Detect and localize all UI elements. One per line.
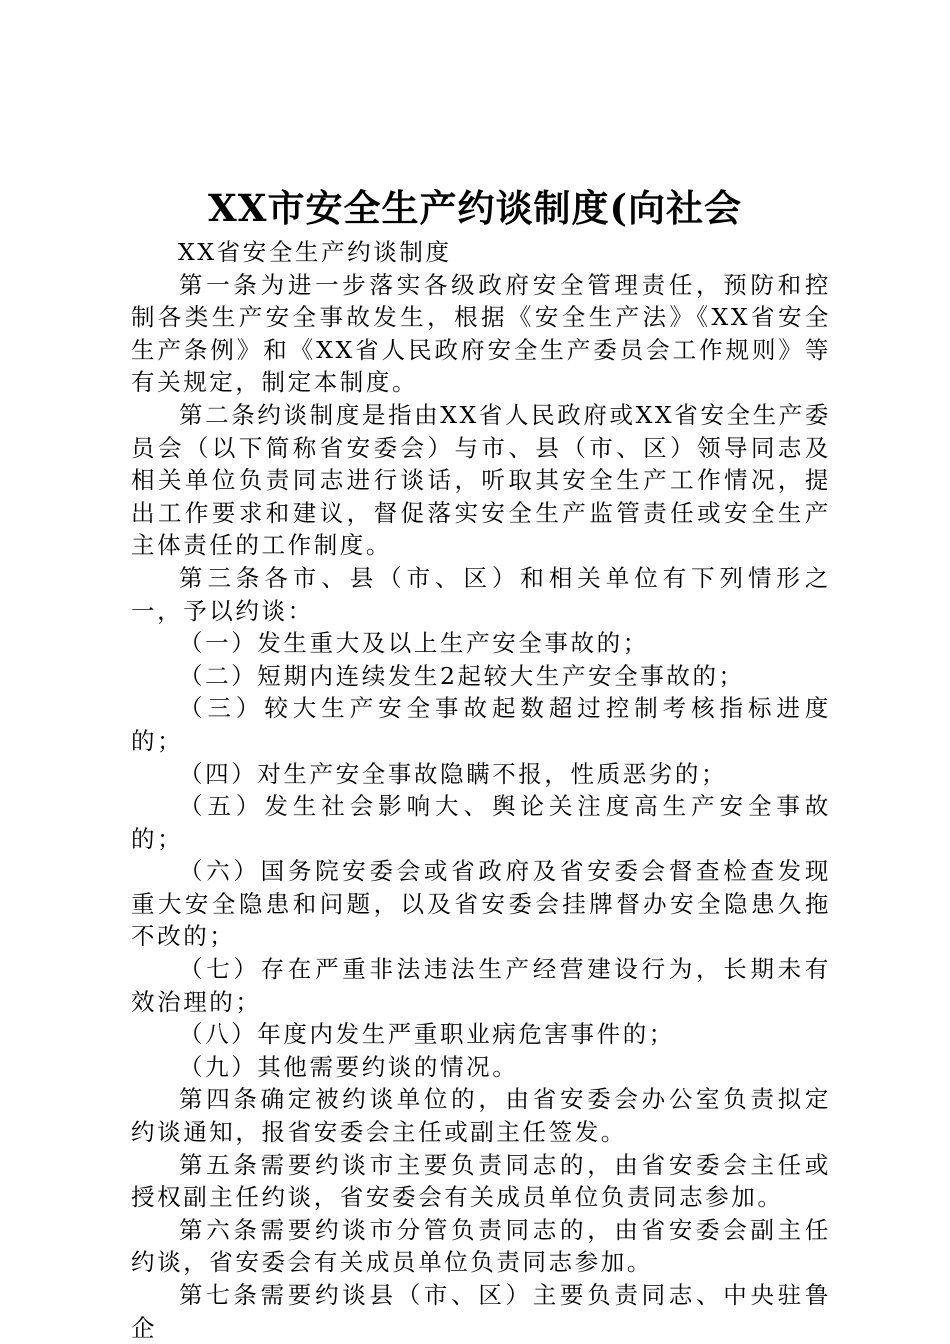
- document-body: [131, 236, 831, 1344]
- paragraph-article-3: 第三条各市、县（市、区）和相关单位有下列情形之一，予以约谈：: [131, 563, 831, 625]
- paragraph-article-2: 第二条约谈制度是指由XX省人民政府或XX省安全生产委员会（以下简称省安委会）与市、县（市、区）领导同志及相关单位负责同志进行谈话，听取其安全生产工作情况，提出工作要求和建议，督促落实安全生产监管责任或安全生产主体责任的工作制度。: [131, 400, 831, 560]
- document-subtitle: XX省安全生产约谈制度: [178, 238, 452, 266]
- paragraph-article-5: 第五条需要约谈市主要负责同志的，由省安委会主任或授权副主任约谈，省安委会有关成员单位负责同志参加。: [131, 1150, 831, 1212]
- paragraph-article-4: 第四条确定被约谈单位的，由省安委会办公室负责拟定约谈通知，报省安委会主任或副主任签发。: [131, 1085, 831, 1147]
- document-title: XX市安全生产约谈制度(向社会: [208, 186, 742, 230]
- paragraph-article-6: 第六条需要约谈市分管负责同志的，由省安委会副主任约谈，省安委会有关成员单位负责同志参加。: [131, 1215, 831, 1277]
- paragraph-article-7: 第七条需要约谈县（市、区）主要负责同志、中央驻鲁企: [131, 1281, 831, 1342]
- list-item-5: （五）发生社会影响大、舆论关注度高生产安全事故的；: [131, 792, 831, 853]
- list-item-1: （一）发生重大及以上生产安全事故的；: [179, 629, 649, 658]
- list-item-9: （九）其他需要约谈的情况。: [179, 1052, 519, 1081]
- list-item-6: （六）国务院安委会或省政府及省安委会督查检查发现重大安全隐患和问题，以及省安委会挂牌督办安全隐患久拖不改的；: [131, 857, 831, 951]
- list-item-8: （八）年度内发生严重职业病危害事件的；: [179, 1020, 675, 1049]
- paragraph-article-1: 第一条为进一步落实各级政府安全管理责任，预防和控制各类生产安全事故发生，根据《安全生产法》《XX省安全生产条例》和《XX省人民政府安全生产委员会工作规则》等有关规定，制定本制度。: [131, 270, 831, 397]
- list-item-3: （三）较大生产安全事故起数超过控制考核指标进度的；: [131, 694, 831, 755]
- list-item-7: （七）存在严重非法违法生产经营建设行为，长期未有效治理的；: [131, 955, 831, 1016]
- list-item-4: （四）对生产安全事故隐瞒不报，性质恶劣的；: [179, 759, 728, 788]
- list-item-2: （二）短期内连续发生2起较大生产安全事故的；: [179, 661, 745, 690]
